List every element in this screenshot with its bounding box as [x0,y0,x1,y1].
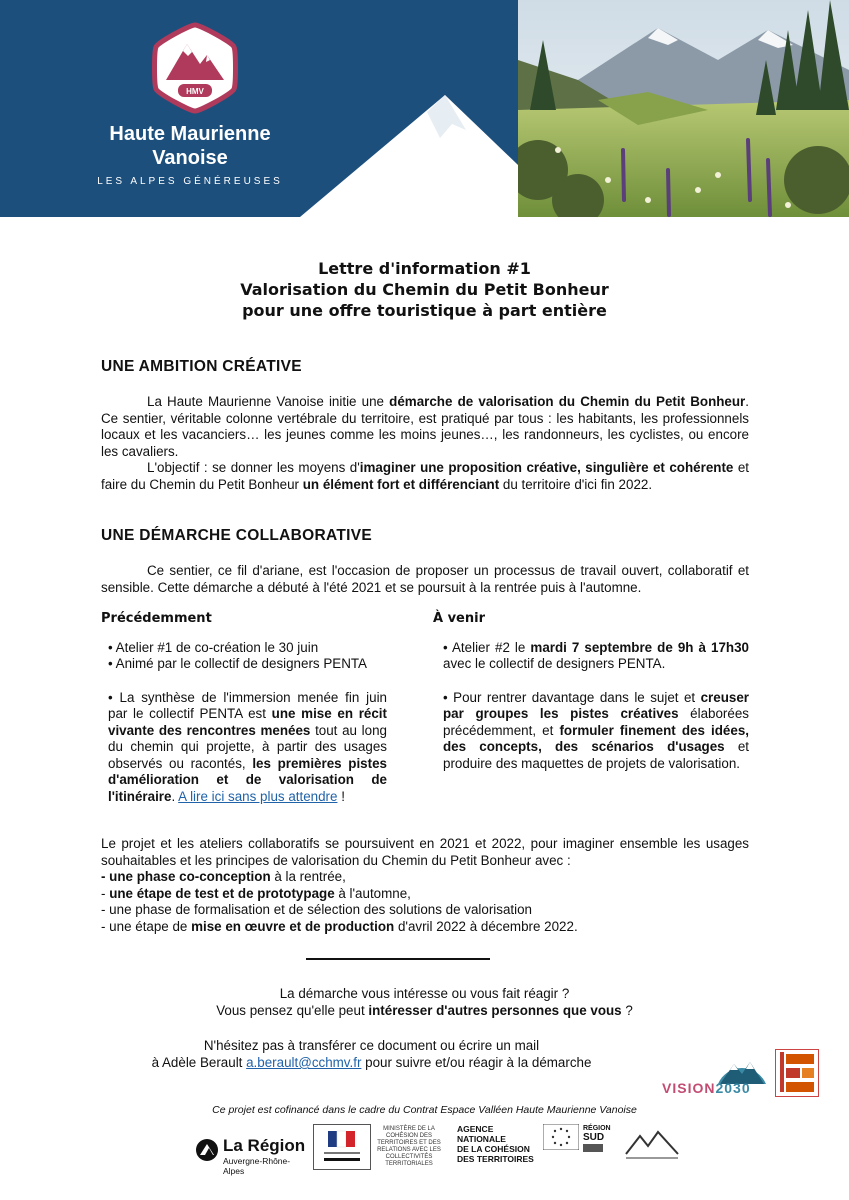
community-of-communes-logo [775,1049,819,1097]
brand-tagline: LES ALPES GÉNÉREUSES [97,176,283,187]
previously-bullet-1: • Atelier #1 de co-création le 30 juin [108,639,319,655]
column-upcoming [433,611,749,772]
header-banner [0,0,849,217]
title-line-2: Valorisation du Chemin du Petit Bonheur [240,280,609,299]
hmv-logo [152,22,238,114]
collaborative-intro: Ce sentier, ce fil d'ariane, est l'occasion de proposer un processus de travail ouvert, collaboratif et sensible. Cette démarche a débuté à l'été 2021 et se poursuit à la rentrée puis à l'automne. [101,563,749,595]
title-line-3: pour une offre touristique à part entière [242,301,607,320]
marianne-emblem-icon [314,1125,370,1169]
previously-bullet-2: • Animé par le collectif de designers PENTA [108,656,367,671]
column-previously [101,611,387,805]
project-intro: Le projet et les ateliers collaboratifs se poursuivent en 2021 et 2022, pour imaginer ensemble les usages souhaitables et les principes de valorisation du Chemin du Petit Bonheur avec : [101,836,749,868]
region-sud-flag-icon [583,1144,603,1152]
eu-flag-icon [543,1124,579,1150]
partner-ministere: MINISTÈRE DE LA COHÉSION DES TERRITOIRES ET DES RELATIONS AVEC LES COLLECTIVITÉS TERRITORIALES [377,1126,441,1167]
partner-la-region [195,1124,307,1176]
project-step-1: - une phase co-conception à la rentrée, [101,869,346,884]
alpes-mountain-icon [622,1124,682,1164]
section-heading-collaborative: UNE DÉMARCHE COLLABORATIVE [101,527,373,544]
partner-european-union [543,1124,579,1168]
ambition-paragraph-1: La Haute Maurienne Vanoise initie une démarche de valorisation du Chemin du Petit Bonheur. Ce sentier, véritable colonne vertébrale du territoire, est pratiqué par tous : les habitants, les professionnels locaux et les vacanciers… les jeunes comme les moins jeunes…, les randonneurs, les cyclistes, ou encore les cavaliers. [101,394,749,459]
partner-alpes-logo [622,1124,682,1168]
la-region-subtitle: Auvergne-Rhône-Alpes [223,1156,291,1176]
cofinancing-statement: Ce projet est cofinancé dans le cadre du Contrat Espace Valléen Haute Maurienne Vanoise [212,1104,637,1116]
ambition-paragraph-2: L'objectif : se donner les moyens d'imaginer une proposition créative, singulière et cohérente et faire du Chemin du Petit Bonheur un élément fort et différenciant du territoire d'ici fin 2022. [101,460,749,492]
contact-email-link[interactable]: a.berault@cchmv.fr [246,1055,362,1070]
read-synthesis-link[interactable]: A lire ici sans plus attendre [178,788,338,804]
logo-initials: HMV [186,87,204,96]
title-line-1: Lettre d'information #1 [318,259,531,278]
banner-blue-panel [0,0,518,217]
project-step-2: - une étape de test et de prototypage à l'automne, [101,885,411,901]
column-title-upcoming: À venir [433,611,485,626]
brand-name-line2: Vanoise [152,147,228,169]
closing-question-1: La démarche vous intéresse ou vous fait réagir ? [279,986,570,1001]
vision-2030-logo [662,1050,770,1096]
project-continuation [101,836,749,935]
vision-2030-label: VISION2030 [662,1080,751,1096]
mountain-meadow-photo [518,0,849,217]
brand-name-line1: Haute Maurienne [109,123,271,145]
partner-republique-francaise [313,1124,371,1170]
newsletter-title [0,258,849,321]
upcoming-workshop: • Atelier #2 le mardi 7 septembre de 9h à 17h30 avec le collectif de designers PENTA. [443,639,749,671]
partner-anct: AGENCE NATIONALE DE LA COHÉSION DES TERRITOIRES [457,1124,534,1164]
project-step-3: - une phase de formalisation et de sélection des solutions de valorisation [101,902,532,917]
closing-question-2: Vous pensez qu'elle peut intéresser d'autres personnes que vous ? [216,1003,633,1018]
closing-contact-line-1: N'hésitez pas à transférer ce document ou écrire un mail [203,1038,540,1053]
previously-synthesis: • La synthèse de l'immersion menée fin juin par le collectif PENTA est une mise en récit vivante des rencontres menées tout au long du chemin qui projette, à partir des usages observés ou racontés, les premières pistes d'amélioration et de valorisation de l'itinéraire. A lire ici sans plus attendre ! [108,689,387,804]
vision-2030-mountain-icon [662,1050,770,1084]
column-title-previously: Précédemment [101,611,212,626]
upcoming-objectives: • Pour rentrer davantage dans le sujet et creuser par groupes les pistes créatives élaborées précédemment, et formuler finement des idées, des concepts, des scénarios d'usages et produire des maquettes de projets de valorisation. [443,689,750,771]
section-heading-ambition: UNE AMBITION CRÉATIVE [101,358,302,375]
project-step-4: - une étape de mise en œuvre et de production d'avril 2022 à décembre 2022. [101,918,578,934]
la-region-emblem-icon [195,1138,219,1162]
la-region-label: La Région [223,1136,306,1155]
separator-rule [306,958,490,960]
partner-region-sud: RÉGION SUD [583,1124,617,1168]
closing-contact-line-2: à Adèle Berault a.berault@cchmv.fr pour suivre et/ou réagir à la démarche [151,1055,592,1070]
community-emblem-icon [776,1050,818,1096]
